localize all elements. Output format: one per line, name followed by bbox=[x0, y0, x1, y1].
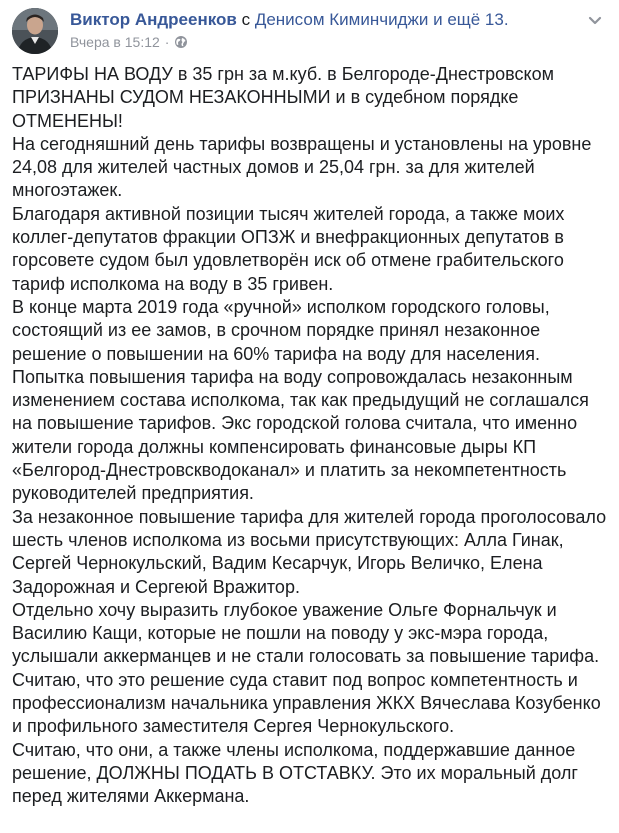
avatar-photo bbox=[12, 8, 58, 54]
post-meta bbox=[70, 34, 188, 50]
chevron-down-icon bbox=[585, 10, 605, 30]
post-paragraph: За незаконное повышение тарифа для жителей города проголосовало шесть членов исполкома из восьми присутствующих: Алла Гинак, Сергей Чернокульский, Вадим Кесарчук, Игорь Величко, Елена Задорожная и Сергеюй Вражитор. bbox=[12, 506, 607, 597]
with-prefix: с bbox=[241, 10, 251, 29]
post-timestamp[interactable]: Вчера в 15:12 bbox=[70, 34, 160, 50]
post-header bbox=[12, 8, 607, 54]
author-name-link[interactable]: Виктор Андреенков bbox=[70, 10, 237, 29]
post-paragraph: Считаю, что они, а также члены исполкома, поддержавшие данное решение, ДОЛЖНЫ ПОДАТЬ В ОТСТАВКУ. Это их моральный долг перед жителями Аккермана. bbox=[12, 739, 578, 807]
globe-icon[interactable] bbox=[174, 35, 188, 49]
post-options-button[interactable] bbox=[585, 10, 605, 30]
post-paragraph: На сегодняшний день тарифы возвращены и установлены на уровне 24,08 для жителей частных домов и 25,04 грн. за для жителей многоэтажек. bbox=[12, 133, 592, 201]
post-body bbox=[12, 63, 612, 809]
post-paragraph: Отдельно хочу выразить глубокое уважение Ольге Форнальчук и Василию Кащи, которые не пошли на поводу у экс-мэра города, услышали аккерманцев и не стали голосовать за повышение тарифа. bbox=[12, 599, 600, 667]
avatar[interactable] bbox=[12, 8, 58, 54]
post-author-line bbox=[70, 10, 509, 30]
tagged-others-link[interactable]: и ещё 13. bbox=[433, 10, 509, 29]
post-paragraph: ТАРИФЫ НА ВОДУ в 35 грн за м.куб. в Белгороде-Днестровском ПРИЗНАНЫ СУДОМ НЕЗАКОННЫМИ и в судебном порядке ОТМЕНЕНЫ! bbox=[12, 64, 554, 131]
tagged-person-link[interactable]: Денисом Киминчиджи bbox=[254, 10, 429, 29]
post-paragraph: Считаю, что это решение суда ставит под вопрос компетентность и профессионализм начальника управления ЖКХ Вячеслава Козубенко и профильного заместителя Сергея Чернокульского. bbox=[12, 669, 601, 737]
post-paragraph: Благодаря активной позиции тысяч жителей города, а также моих коллег-депутатов фракции ОПЗЖ и внефракционных депутатов в горсовете судом был удовлетворён иск об отмене грабительского тариф исполкома на воду в 35 гривен. bbox=[12, 203, 565, 294]
meta-separator: · bbox=[164, 34, 170, 50]
post-paragraph: В конце марта 2019 года «ручной» исполком городского головы, состоящий из ее замов, в срочном порядке принял незаконное решение о повышении на 60% тарифа на воду для населения. Попытка повышения тарифа на воду сопровождалась незаконным изменением состава исполкома, так как предыдущий не соглашался на повышение тарифов. Экс городской голова считала, что именно жители города должны компенсировать финансовые дыры КП «Белгород-Днестровскводоканал» и платить за некомпетентность руководителей предприятия. bbox=[12, 296, 589, 504]
